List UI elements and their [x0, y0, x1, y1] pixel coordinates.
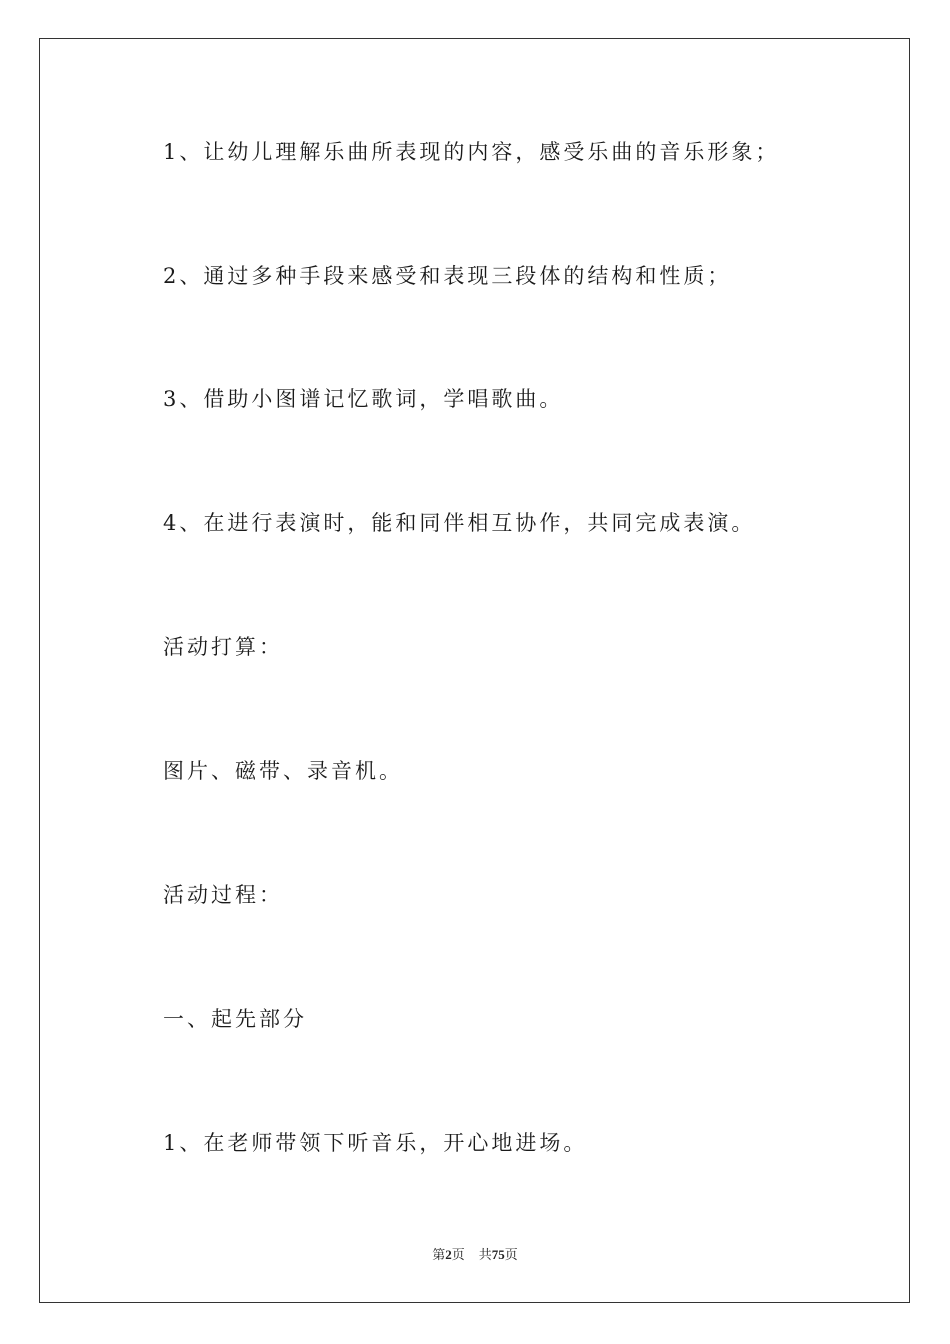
page-footer	[0, 1246, 950, 1265]
page-frame	[39, 38, 910, 1303]
preparation-materials: 图片、磁带、录音机。	[163, 759, 403, 783]
objective-3: 3、借助小图谱记忆歌词，学唱歌曲。	[163, 387, 564, 411]
footer-total-prefix: 共	[478, 1248, 492, 1263]
objective-1: 1、让幼儿理解乐曲所表现的内容，感受乐曲的音乐形象；	[163, 140, 780, 164]
section-heading-preparation: 活动打算：	[163, 635, 283, 659]
footer-total-suffix: 页	[504, 1248, 518, 1263]
footer-page-prefix: 第	[432, 1248, 446, 1263]
objective-2: 2、通过多种手段来感受和表现三段体的结构和性质；	[163, 264, 732, 288]
objective-4: 4、在进行表演时，能和同伴相互协作，共同完成表演。	[163, 511, 756, 535]
section-heading-process: 活动过程：	[163, 883, 283, 907]
footer-page-number: 2	[445, 1247, 452, 1262]
process-part-1-heading: 一、起先部分	[163, 1007, 307, 1031]
footer-page-suffix: 页	[451, 1248, 465, 1263]
process-step-1: 1、在老师带领下听音乐，开心地进场。	[163, 1131, 588, 1155]
footer-total-pages: 75	[491, 1247, 505, 1262]
